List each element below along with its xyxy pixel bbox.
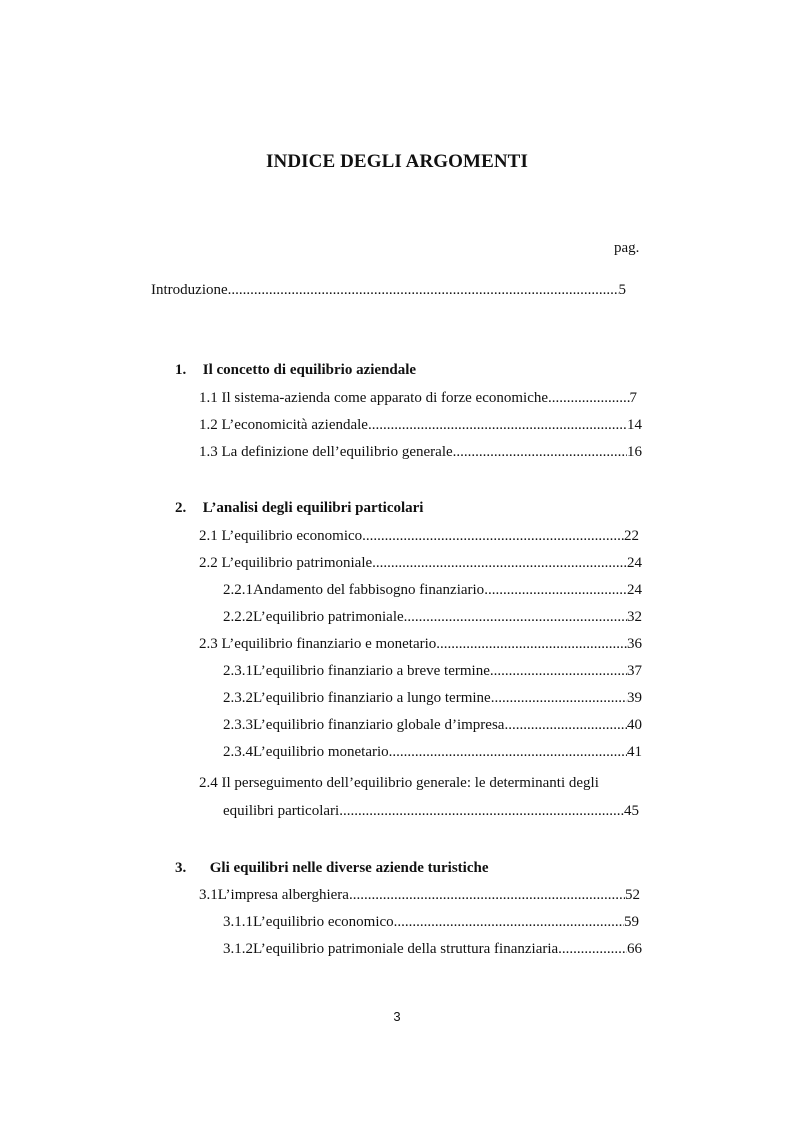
toc-entry-label: 1.3 La definizione dell’equilibrio generale [199,444,453,460]
toc-entry-label: L’equilibrio patrimoniale [253,609,404,625]
dot-leader [372,552,627,574]
toc-entry[interactable] [223,714,642,736]
toc-entry-label: L’equilibrio finanziario globale d’impresa [253,717,505,733]
chapter-number: 1. [175,362,187,378]
toc-entry-label: 1.1 Il sistema-azienda come apparato di forze economiche [199,390,549,406]
toc-entry-page: 16 [627,444,642,460]
toc-entry-number: 2.3.2 [223,690,253,706]
toc-entry[interactable] [199,441,642,463]
dot-leader [504,714,627,736]
dot-leader [490,660,627,682]
toc-entry[interactable] [223,938,642,960]
dot-leader [453,441,627,463]
toc-entry[interactable] [199,884,640,906]
page-number-footer: 3 [393,1009,401,1024]
toc-entry-page: 66 [627,941,642,957]
toc-entry[interactable] [199,387,637,409]
page-title: INDICE DEGLI ARGOMENTI [266,151,528,172]
toc-entry-number: 3.1.1 [223,914,253,930]
toc-entry-page: 24 [627,582,642,598]
toc-entry[interactable] [223,579,642,601]
toc-entry-number: 2.2.2 [223,609,253,625]
chapter-heading-3[interactable] [175,857,488,879]
toc-entry-page: 37 [627,663,642,679]
toc-entry[interactable] [199,525,639,547]
toc-entry-page: 5 [618,282,626,298]
toc-entry-label: Andamento del fabbisogno finanziario [253,582,485,598]
dot-leader [491,687,627,709]
dot-leader [436,633,627,655]
toc-entry-page: 36 [627,636,642,652]
toc-entry-page: 45 [624,803,639,819]
toc-entry[interactable] [199,552,642,574]
toc-entry-page: 40 [627,717,642,733]
toc-entry-label: 2.2 L’equilibrio patrimoniale [199,555,373,571]
toc-entry-number: 3.1.2 [223,941,253,957]
toc-entry-page: 52 [625,887,640,903]
dot-leader [368,414,627,436]
toc-entry-label: L’equilibrio monetario [253,744,389,760]
toc-entry-page: 41 [627,744,642,760]
toc-entry-label: L’equilibrio economico [253,914,394,930]
chapter-number: 2. [175,500,187,516]
toc-entry-label: 1.2 L’economicità aziendale [199,417,368,433]
chapter-title: L’analisi degli equilibri particolari [202,500,424,516]
toc-entry-introduzione[interactable] [151,279,626,301]
chapter-number: 3. [175,860,187,876]
toc-entry-number: 2.3.1 [223,663,253,679]
toc-entry[interactable] [199,633,642,655]
toc-entry-number: 2.3.4 [223,744,253,760]
chapter-heading-2[interactable] [175,497,423,519]
dot-leader [548,387,629,409]
toc-entry-page: 59 [624,914,639,930]
toc-entry-label: 2.1 L’equilibrio economico [199,528,363,544]
chapter-title: Gli equilibri nelle diverse aziende turistiche [209,860,489,876]
toc-entry[interactable] [199,772,639,794]
toc-entry[interactable] [223,741,642,763]
toc-entry-number: 3.1 [199,887,218,903]
toc-entry-label: L’equilibrio finanziario a lungo termine [253,690,491,706]
toc-entry-page: 22 [624,528,639,544]
chapter-title: Il concetto di equilibrio aziendale [202,362,417,378]
toc-entry[interactable] [223,687,642,709]
dot-leader [558,938,627,960]
toc-entry-page: 32 [627,609,642,625]
dot-leader [404,606,627,628]
toc-entry-label: 2.3 L’equilibrio finanziario e monetario [199,636,437,652]
pag-label: pag. [614,240,640,256]
toc-entry-label: equilibri particolari [223,803,340,819]
dot-leader [349,884,625,906]
dot-leader [484,579,627,601]
toc-entry[interactable] [223,660,642,682]
toc-entry[interactable] [223,606,642,628]
toc-entry-label: L’equilibrio finanziario a breve termine [253,663,490,679]
toc-entry-number: 2.3.3 [223,717,253,733]
dot-leader [228,279,619,301]
toc-entry-number: 2.2.1 [223,582,253,598]
dot-leader [389,741,627,763]
chapter-heading-1[interactable] [175,359,416,381]
toc-entry-page: 24 [627,555,642,571]
toc-entry[interactable] [199,414,642,436]
toc-entry-label: 2.4 Il perseguimento dell’equilibrio generale: le determinanti degli [199,775,599,791]
dot-leader [339,800,624,822]
dot-leader [362,525,624,547]
toc-entry-page: 39 [627,690,642,706]
toc-entry-label: L’equilibrio patrimoniale della struttura finanziaria [253,941,559,957]
toc-entry[interactable] [223,800,639,822]
toc-entry-label: Introduzione [151,282,228,298]
toc-entry-label: L’impresa alberghiera [217,887,349,903]
toc-entry-page: 7 [629,390,637,406]
toc-entry[interactable] [223,911,639,933]
toc-entry-page: 14 [627,417,642,433]
dot-leader [394,911,624,933]
